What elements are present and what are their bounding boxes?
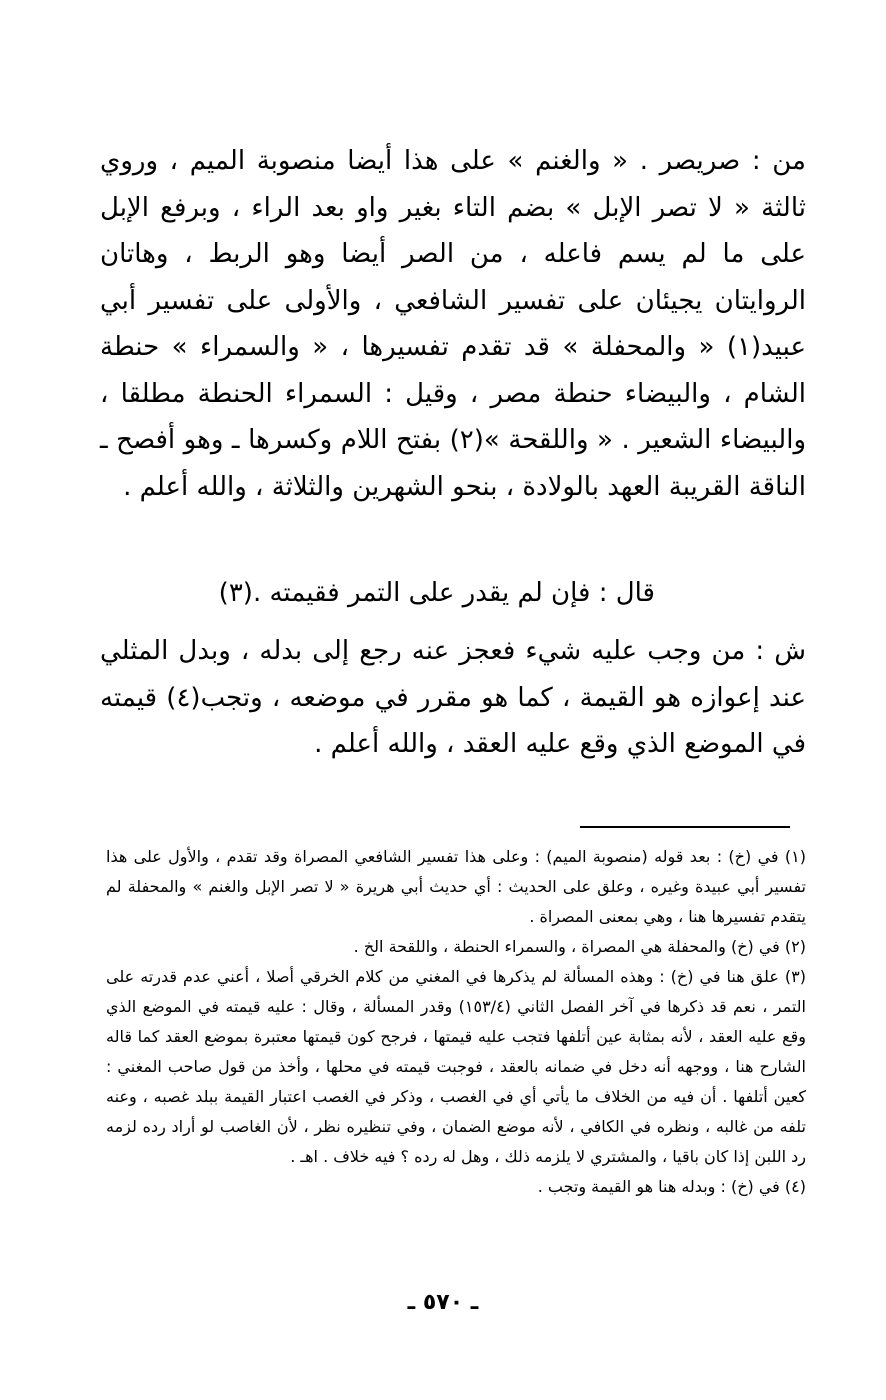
main-paragraph-1: من : صريصر . « والغنم » على هذا أيضا منصوبة الميم ، وروي ثالثة « لا تصر الإبل » بضم التاء بغير واو بعد الراء ، وبرفع الإبل على ما لم يسم فاعله ، من الصر أيضا وهو الربط ، وهاتان الروايتان يجيئان على تفسير الشافعي ، والأولى على تفسير أبي عبيد(١) « والمحفلة » قد تقدم تفسيرها ، « والسمراء » حنطة الشام ، والبيضاء حنطة مصر ، وقيل : السمراء الحنطة مطلقا ، والبيضاء الشعير . « واللقحة »(٢) بفتح اللام وكسرها ـ وهو أفصح ـ الناقة القريبة العهد بالولادة ، بنحو الشهرين والثلاثة ، والله أعلم .	[100, 146, 807, 502]
main-paragraph-2: ش : من وجب عليه شيء فعجز عنه رجع إلى بدله ، وبدل المثلي عند إعوازه هو القيمة ، كما هو مقرر في موضعه ، وتجب(٤) قيمته في الموضع الذي وقع عليه العقد ، والله أعلم .	[100, 636, 807, 759]
footnote-4: (٤) في (خ) : وبدله هنا هو القيمة وتجب .	[537, 1177, 806, 1196]
page-number: ـ ٥٧٠ ـ	[407, 1290, 479, 1315]
footnotes-section	[106, 842, 806, 1202]
footnote-separator	[580, 826, 790, 828]
footnote-2: (٢) في (خ) والمحفلة هي المصراة ، والسمراء الحنطة ، واللقحة الخ .	[353, 937, 806, 956]
main-qal-line: قال : فإن لم يقدر على التمر فقيمته .(٣)	[218, 578, 655, 608]
footnote-3: (٣) علق هنا في (خ) : وهذه المسألة لم يذكرها في المغني من كلام الخرقي أصلا ، أعني عدم قدرته على التمر ، نعم قد ذكرها في آخر الفصل الثاني (١٥٣/٤) وقدر المسألة ، وقال : عليه قيمته في الموضع الذي وقع عليه العقد ، لأنه بمثابة عين أتلفها فتجب عليه قيمتها ، فرجح كون قيمتها معتبرة بموضع العقد كما قاله الشارح هنا ، ووجهه أنه دخل في ضمانه بالعقد ، فوجبت قيمته في محلها ، وأخذ من قول صاحب المغني : كعين أتلفها . أن فيه من الخلاف ما يأتي أي في الغصب ، وذكر في الغصب اعتبار القيمة ببلد غصبه ، وعنه تلفه من غالبه ، ونظره في الكافي ، لأنه موضع الضمان ، وفي تنظيره نظر ، لأن الغاصب لو أراد رده لزمه رد اللبن إذا كان باقيا ، والمشتري لا يلزمه ذلك ، وهل له رده ؟ فيه خلاف . اهـ .	[106, 967, 806, 1166]
footnote-1: (١) في (خ) : بعد قوله (منصوبة الميم) : وعلى هذا تفسير الشافعي المصراة وقد تقدم ، والأول على هذا تفسير أبي عبيدة وغيره ، وعلق على الحديث : أي حديث أبي هريرة « لا تصر الإبل والغنم » والمحفلة لم يتقدم تفسيرها هنا ، وهي بمعنى المصراة .	[106, 847, 806, 926]
